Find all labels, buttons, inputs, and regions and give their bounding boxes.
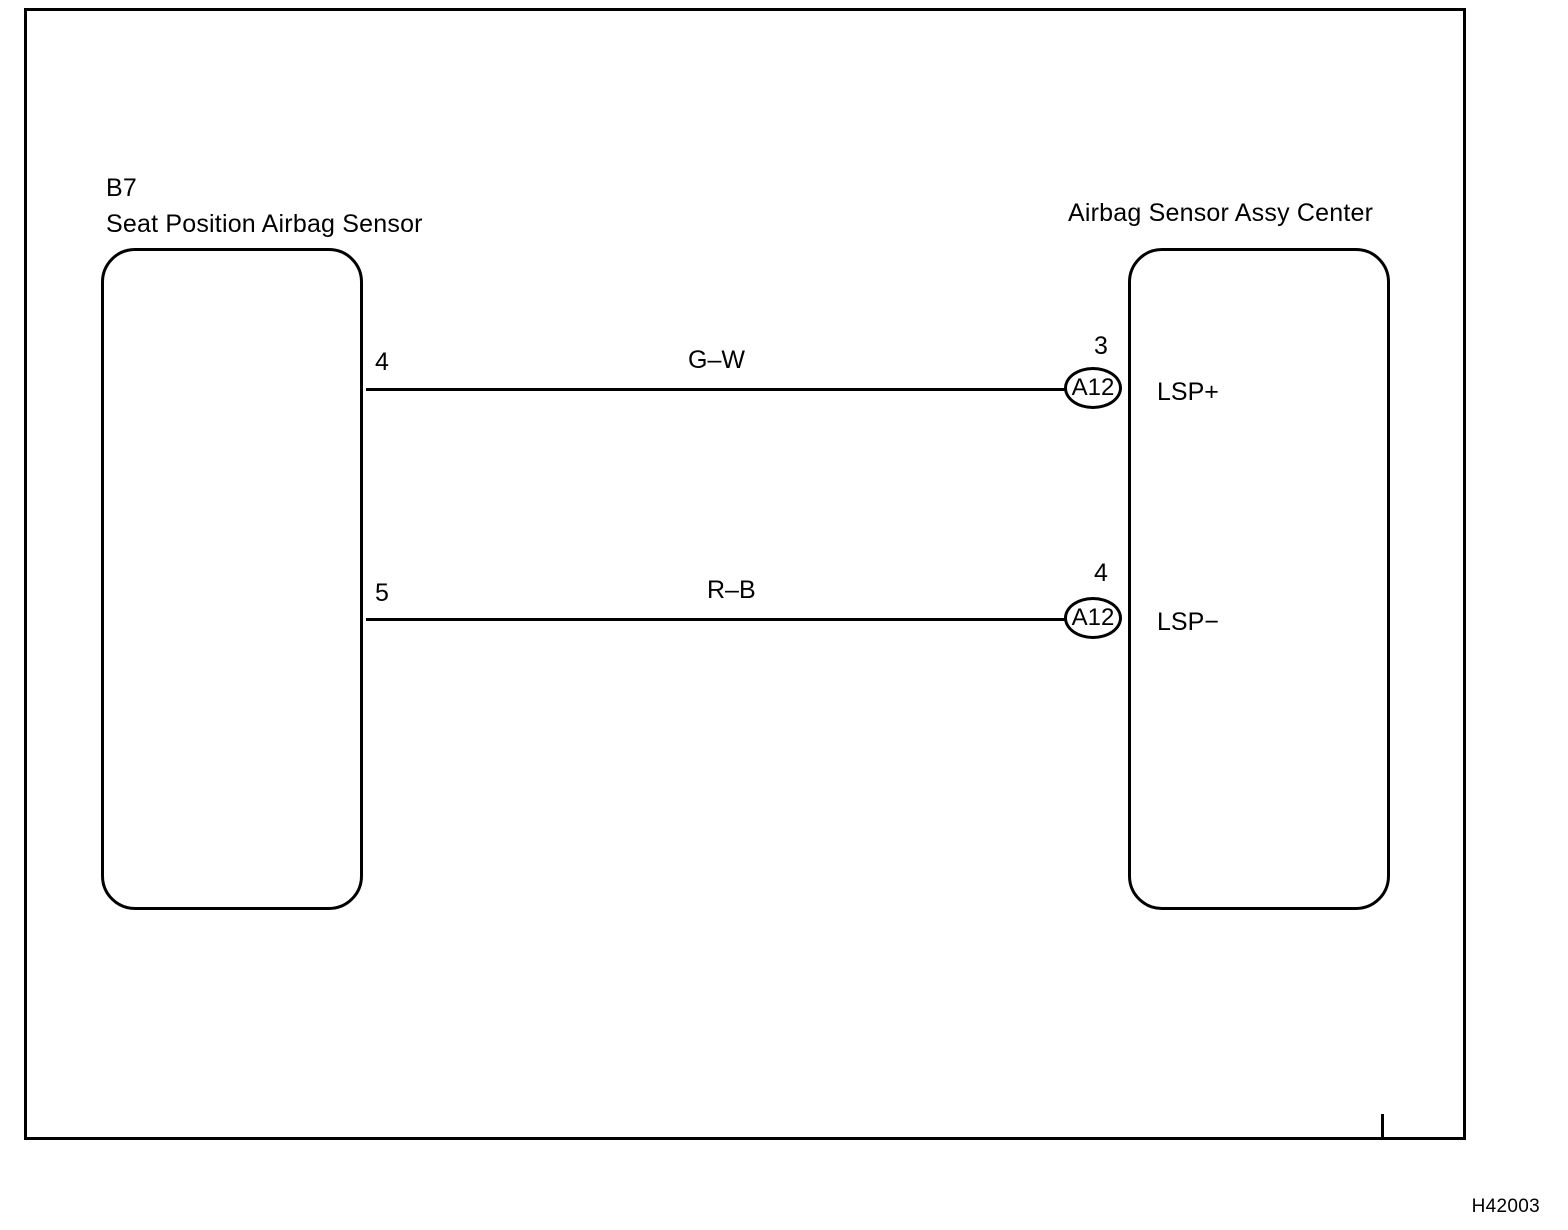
terminal-name-2: LSP− — [1157, 608, 1219, 636]
right-connector-name: Airbag Sensor Assy Center — [1068, 199, 1374, 227]
left-connector-code: B7 — [106, 174, 137, 202]
left-connector-label — [106, 170, 423, 242]
connector-tag-1: A12 — [1064, 367, 1122, 409]
connector-tag-2: A12 — [1064, 597, 1122, 639]
wire-line-2 — [366, 618, 1072, 621]
right-pin-number-2: 4 — [1094, 559, 1108, 587]
wire-color-code-2: R–B — [707, 576, 756, 604]
wire-line-1 — [366, 388, 1072, 391]
terminal-name-1: LSP+ — [1157, 378, 1219, 406]
right-connector-box — [1128, 248, 1390, 910]
right-connector-label — [1068, 195, 1373, 231]
left-pin-number-1: 4 — [375, 348, 389, 376]
left-connector-name: Seat Position Airbag Sensor — [106, 210, 423, 238]
left-connector-box — [101, 248, 363, 910]
figure-code-box — [1381, 1114, 1466, 1140]
wire-color-code-1: G–W — [688, 346, 745, 374]
figure-code: H42003 — [1471, 1196, 1540, 1217]
right-pin-number-1: 3 — [1094, 332, 1108, 360]
left-pin-number-2: 5 — [375, 579, 389, 607]
